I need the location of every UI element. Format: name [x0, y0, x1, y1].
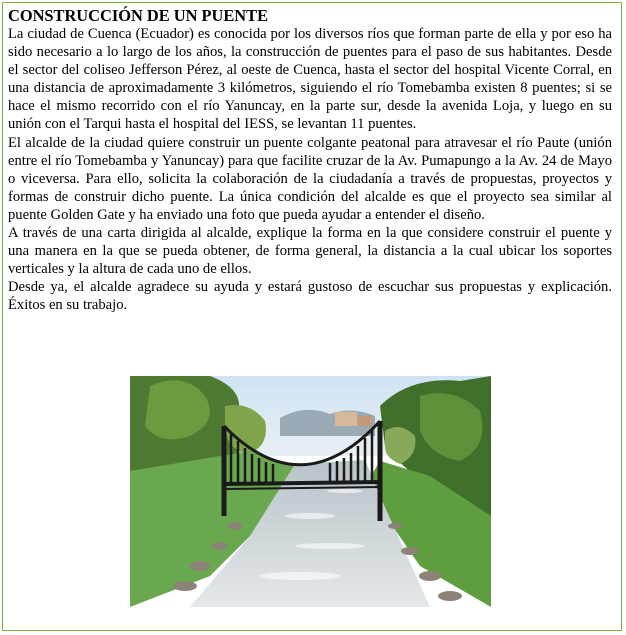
paragraph-request: El alcalde de la ciudad quiere construir un puente colgante peatonal para atravesar el río Paute (unión entre el río Tomebamba y Yanuncay) para que facilite cruzar de la Av. Pumapungo a la Av. 24 de Mayo o viceversa. Para ello, solicita la colaboración de la ciudadanía a través de propuestas, proyectos y formas de construir dicho puente. La única condición del alcalde es que el proyecto sea similar al puente Golden Gate y ha enviado una foto que pueda ayudar a entender el diseño.	[8, 134, 612, 223]
building	[358, 416, 372, 426]
paragraph-task: A través de una carta dirigida al alcalde, explique la forma en la que considere construir el puente y una manera en la que se pueda obtener, de forma general, la distancia a la cual ubicar los soportes verticales y la altura de cada uno de ellos.	[8, 225, 612, 278]
document-title: CONSTRUCCIÓN DE UN PUENTE	[8, 6, 269, 25]
river-bridge-photo	[130, 376, 491, 607]
paragraph-closing: Desde ya, el alcalde agradece su ayuda y estará gustoso de escuchar sus propuestas y explicación. Éxitos en su trabajo.	[8, 279, 612, 314]
paragraph-intro: La ciudad de Cuenca (Ecuador) es conocida por los diversos ríos que forman parte de ella y por eso ha sido necesario a lo largo de los años, la construcción de puentes para el paso de sus habitantes. Desde el sector del coliseo Jefferson Pérez, al oeste de Cuenca, hasta el sector del hospital Vicente Corral, en una distancia de aproximadamente 3 kilómetros, siguiendo el río Tomebamba existen 8 puentes; si se hace el mismo recorrido con el río Yanuncay, en la parte sur, desde la avenida Loja, y luego en su unión con el Tarqui hasta el hospital del IESS, se levantan 11 puentes.	[8, 26, 612, 133]
building	[335, 412, 357, 426]
bridge-illustration	[130, 376, 491, 607]
bridge-deck	[224, 482, 380, 484]
document-body	[8, 6, 612, 315]
